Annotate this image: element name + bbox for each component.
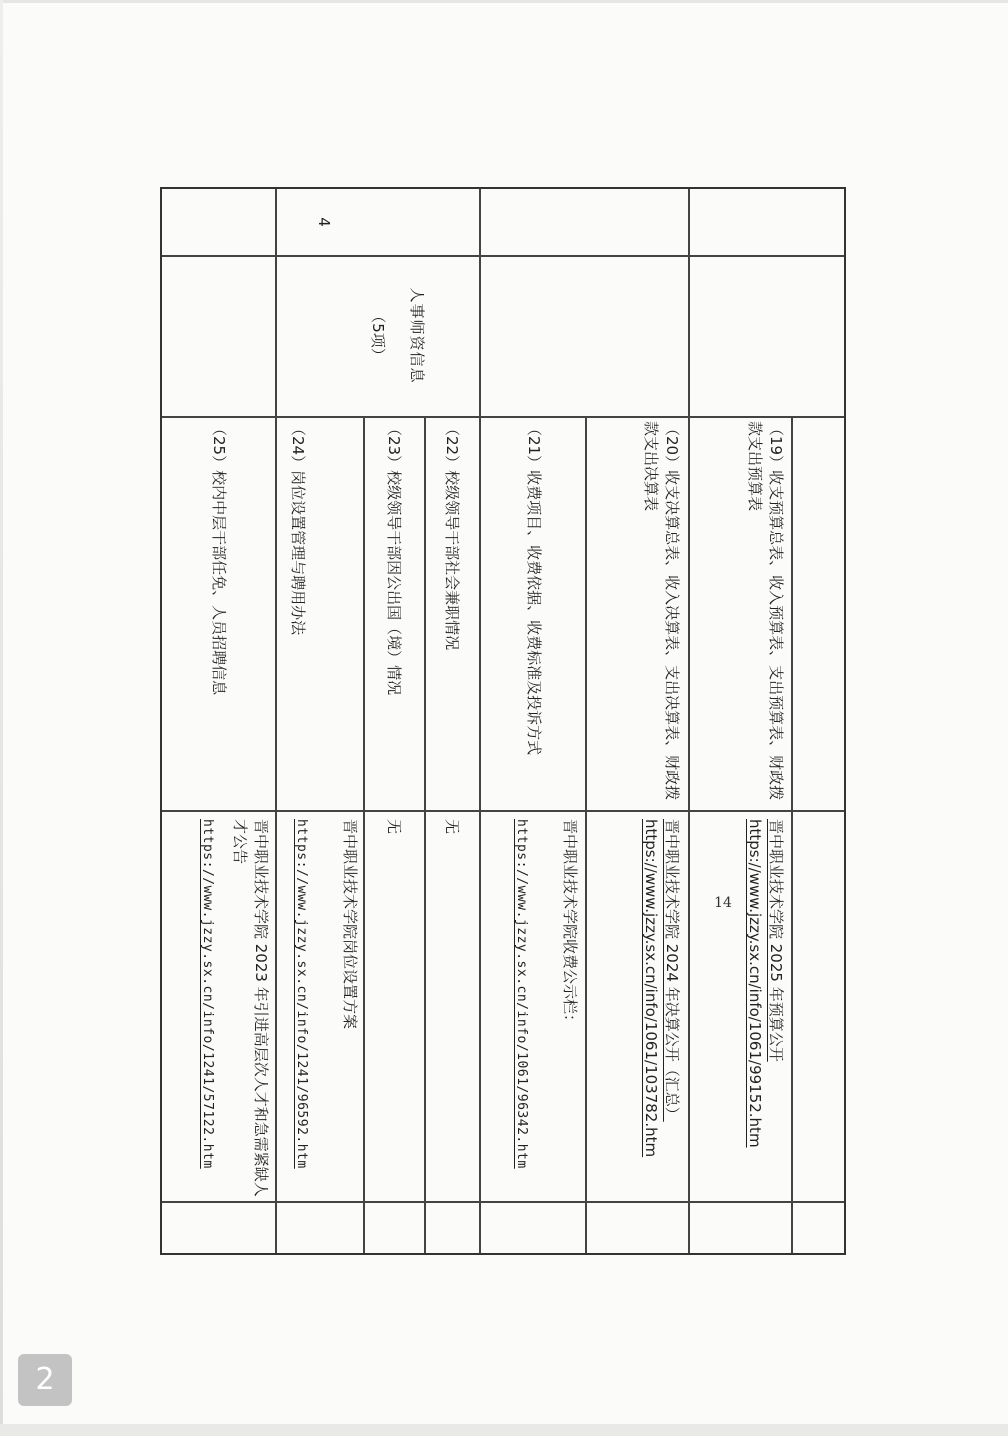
row-line-f: [364, 416, 366, 1253]
content-24: [292, 819, 360, 1199]
page-edge-bottom: [0, 1424, 1008, 1436]
category-cell: [289, 255, 449, 416]
item-24: （24）岗位设置管理与聘用办法: [289, 421, 307, 636]
row-number: 4: [315, 217, 333, 227]
content-20-title: 晋中职业技术学院 2024 年决算公开（汇总）: [663, 819, 681, 1122]
row-line-d: [480, 189, 482, 1253]
item-20: （20）收支决算总表、收入决算表、支出决算表、财政拨款支出决算表: [642, 421, 681, 801]
col-line-2: [162, 416, 844, 418]
row-line-e: [425, 416, 427, 1253]
content-23: 无: [385, 819, 403, 835]
content-25-title: 晋中职业技术学院 2023 年引进高层次人才和急需紧缺人才公告: [231, 819, 270, 1197]
category-count: （5项）: [369, 308, 387, 363]
category-label: 人事师资信息: [408, 287, 426, 384]
content-25-link[interactable]: https://www.jzzy.sx.cn/info/1241/57122.htm: [200, 819, 215, 1169]
content-21: [512, 819, 580, 1199]
content-21-title: 晋中职业技术学院收费公示栏：: [561, 819, 579, 1030]
content-19-link[interactable]: https://www.jzzy.sx.cn/info/1061/99152.htm: [746, 819, 764, 1148]
content-25: [198, 819, 271, 1199]
item-21: （21）收费项目、收费依据、收费标准及投诉方式: [525, 421, 543, 756]
content-20: [640, 819, 682, 1199]
content-22: 无: [443, 819, 461, 835]
item-22: （22）校级领导干部社会兼职情况: [443, 421, 461, 651]
row-line-b: [689, 189, 691, 1253]
row-line-h: [276, 810, 278, 1253]
content-19: [744, 819, 786, 1199]
row-line-c: [586, 416, 588, 1253]
item-19: （19）收支预算总表、收入预算表、支出预算表、财政拨款支出预算表: [746, 421, 785, 801]
col-line-3: [162, 810, 844, 812]
row-line-g: [276, 189, 278, 810]
col-line-4: [162, 1201, 844, 1203]
disclosure-table: [160, 187, 846, 1255]
content-24-title: 晋中职业技术学院岗位设置方案: [341, 819, 359, 1030]
content-21-link[interactable]: https://www.jzzy.sx.cn/info/1061/96342.htm: [514, 819, 529, 1169]
row-line-a: [792, 416, 794, 1253]
viewer-page-badge: 2: [18, 1354, 72, 1406]
item-25: （25）校内中层干部任免、人员招聘信息: [210, 421, 228, 696]
col-line-1: [162, 255, 844, 257]
page-number: 14: [714, 895, 732, 911]
content-20-link[interactable]: https://www.jzzy.sx.cn/info/1061/103782.htm: [642, 819, 660, 1158]
item-23: （23）校级领导干部因公出国（境）情况: [385, 421, 403, 696]
content-19-title: 晋中职业技术学院 2025 年预算公开: [767, 819, 785, 1062]
content-24-link[interactable]: https://www.jzzy.sx.cn/info/1241/96592.htm: [294, 819, 309, 1169]
